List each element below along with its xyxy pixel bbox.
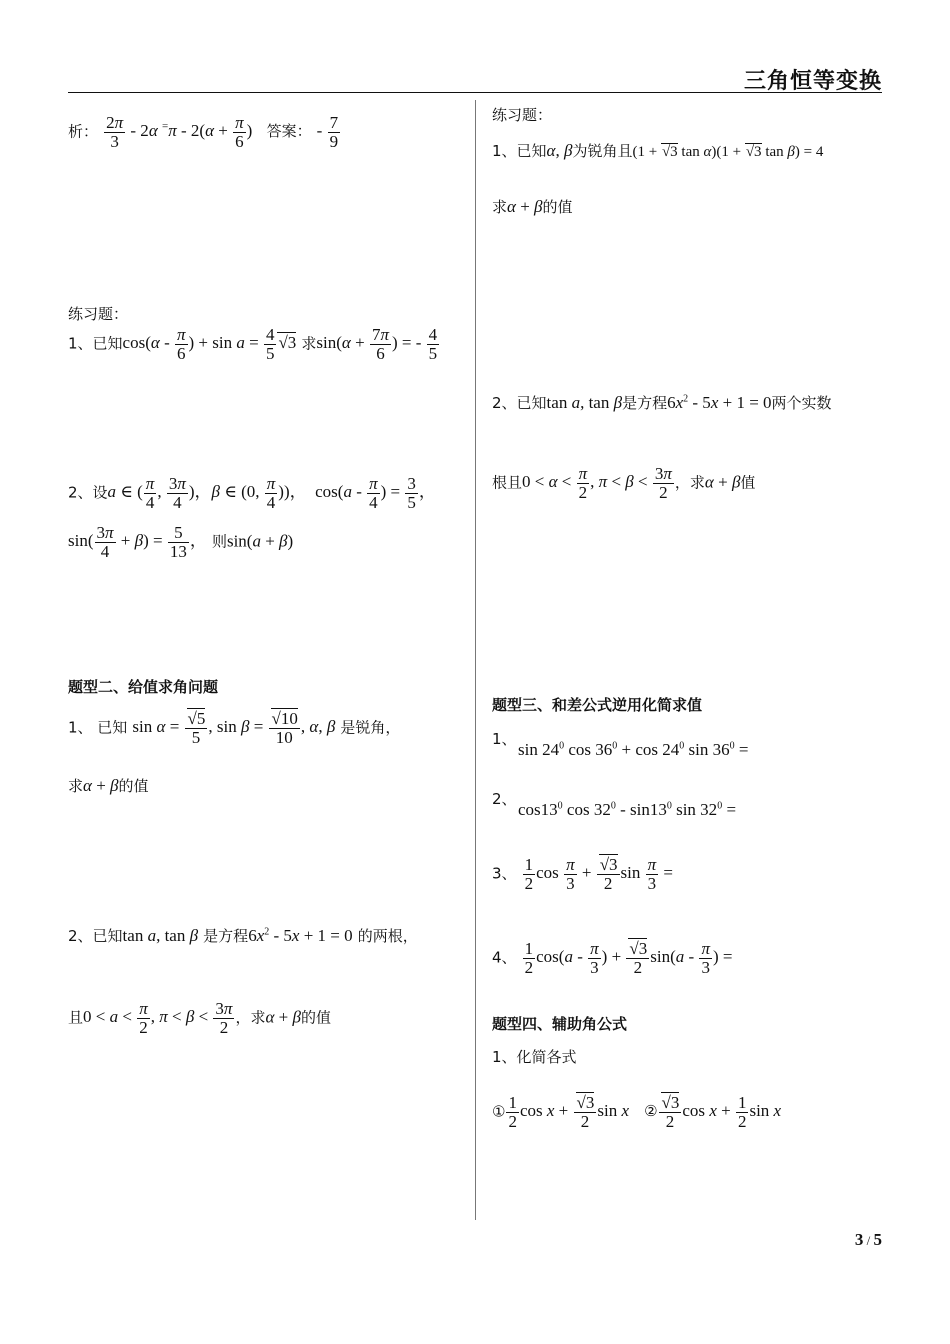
s2q2-line2-ask: ，求 [235, 1008, 266, 1027]
right-q1: 1、已知α, β为锐角且(1 + √3 tan α)(1 + √3 tan β) = 4 [492, 141, 824, 160]
page-total: 5 [873, 1230, 882, 1249]
s2q2-line2-prefix: 且 [68, 1008, 84, 1027]
q2-prefix: 2、设 [68, 483, 108, 502]
s2q1-ask-prefix: 求 [68, 777, 84, 795]
right-q1-ask: 求α + β的值 [492, 197, 573, 216]
q2-then: 则 [211, 532, 227, 551]
s2-q2-line1: 2、已知tan a, tan β 是方程$6x^2 - 5x + 1 = 0$ 的两根， [68, 926, 418, 945]
s2q1-suffix: 是锐角， [340, 718, 401, 737]
s2-q2-line2: 且0 < a < $\frac{\pi}{2}$ , π < β < $\frac{3\pi}{2}$ ，求α + β的值 [68, 999, 331, 1037]
rq2-prefix: 2、已知 [492, 394, 547, 412]
right-q2-line1: 2、已知tan a, tan β是方程$6x^2 - 5x + 1 = 0$两个实数 [492, 393, 832, 412]
page-title: 三角恒等变换 [743, 69, 882, 94]
rq2-line2-prefix: 根且 [492, 473, 523, 492]
right-practice-heading: 练习题： [492, 106, 553, 124]
s2q2-prefix: 2、已知 [68, 927, 123, 945]
s3-item-1-formula: $\sin 24^0$ $\cos 36^0 + \cos 24^0$ $\sin 36^0$ = [518, 740, 749, 759]
analysis-line [68, 114, 341, 151]
s3-item-4: 4、 $\frac{1}{2}$ cos(a - $\frac{\pi}{3}$ ) + $\frac{√3}{2}$ sin(a - $\frac{\pi}{3}$ ) = [492, 939, 733, 977]
analysis-formula: $\frac{2\pi}{3}$ - 2α =π - 2(α + $\frac{\pi}{6}$ ) [106, 113, 257, 151]
left-practice-q1: 1、已知cos(α - $\frac{\pi}{6}$ ) + sin a = $\frac{4}{5}$ √3 求sin(α + $\frac{7\pi}{6}$ ) = - $\frac{4}{5}$ [68, 325, 438, 363]
answer-value: - $\frac{7}{9}$ [316, 113, 339, 151]
s3-item-1-label: 1、 [492, 730, 517, 748]
rq1-ask-prefix: 求 [492, 198, 508, 216]
s2q1-prefix: 1、 已知 [68, 718, 128, 737]
page-current: 3 [854, 1230, 864, 1249]
s3-item-2-label: 2、 [492, 790, 517, 808]
circle-2: ② [644, 1102, 658, 1121]
column-divider [475, 100, 476, 1220]
rq2-mid: 是方程 [622, 394, 668, 412]
right-q2-line2: 根且0 < α < $\frac{\pi}{2}$ , π < β < $\frac{3\pi}{2}$ ，求α + β值 [492, 464, 756, 502]
rq1-prefix: 1、已知 [492, 142, 547, 160]
page-number: 3 / 5 [854, 1230, 882, 1249]
left-practice-q2-line2: sin( $\frac{3\pi}{4}$ + β) = $\frac{5}{13}$ ， 则sin(a + β) [68, 523, 294, 561]
left-practice-heading: 练习题： [68, 305, 129, 323]
circle-1: ① [492, 1102, 506, 1121]
rq2-line2-ask: ，求 [674, 473, 705, 492]
left-practice-q2-line1: 2、设a ∈ ( $\frac{\pi}{4}$ , $\frac{3\pi}{4}$ )，β ∈ (0, $\frac{\pi}{4}$ ))， cos(a - $\frac{\pi}{4}$ ) = $\frac{3}{5}$ ， [68, 474, 436, 512]
s3-item-2-formula: $\cos 13^0$ $\cos 32^0 - \sin 13^0$ $\sin 32^0$ = [518, 800, 737, 819]
header-rule [68, 92, 882, 93]
section4-title: 题型四、辅助角公式 [492, 1015, 628, 1033]
s2-q1: 1、 已知 sin α = $\frac{√5}{5}$ , sin β = $\frac{√10}{10}$ , α, β 是锐角， [68, 709, 401, 747]
analysis-label: 析： [68, 122, 99, 141]
s2-q1-ask: 求α + β的值 [68, 776, 149, 795]
rq1-ask-suffix: 的值 [542, 198, 573, 216]
q1-mid: 求 [301, 334, 317, 353]
rq1-mid: 为锐角且 [572, 142, 633, 160]
s2q2-line2-suffix: 的值 [300, 1008, 331, 1027]
s2q2-mid: 是方程 [203, 927, 249, 945]
s2q1-ask-suffix: 的值 [118, 777, 149, 795]
answer-label: 答案： [266, 122, 312, 141]
q1-prefix: 1、已知 [68, 334, 123, 353]
section3-title: 题型三、和差公式逆用化简求值 [492, 696, 703, 714]
s3-item-3-label: 3、 [492, 864, 517, 883]
section2-title: 题型二、给值求角问题 [68, 678, 219, 696]
s3-item-4-label: 4、 [492, 948, 517, 967]
s4-q1-items: ① $\frac{1}{2}$ cos x + $\frac{√3}{2}$ sin x ② $\frac{√3}{2}$ cos x + $\frac{1}{2}$ sin x [492, 1093, 782, 1131]
rq2-suffix: 两个实数 [771, 394, 832, 412]
rq2-line2-suffix: 值 [740, 473, 756, 492]
s4-q1: 1、化简各式 [492, 1048, 577, 1066]
s2q2-suffix: 的两根， [357, 927, 418, 945]
s3-item-3: 3、 $\frac{1}{2}$ cos $\frac{\pi}{3}$ + $\frac{√3}{2}$ sin $\frac{\pi}{3}$ = [492, 855, 673, 893]
